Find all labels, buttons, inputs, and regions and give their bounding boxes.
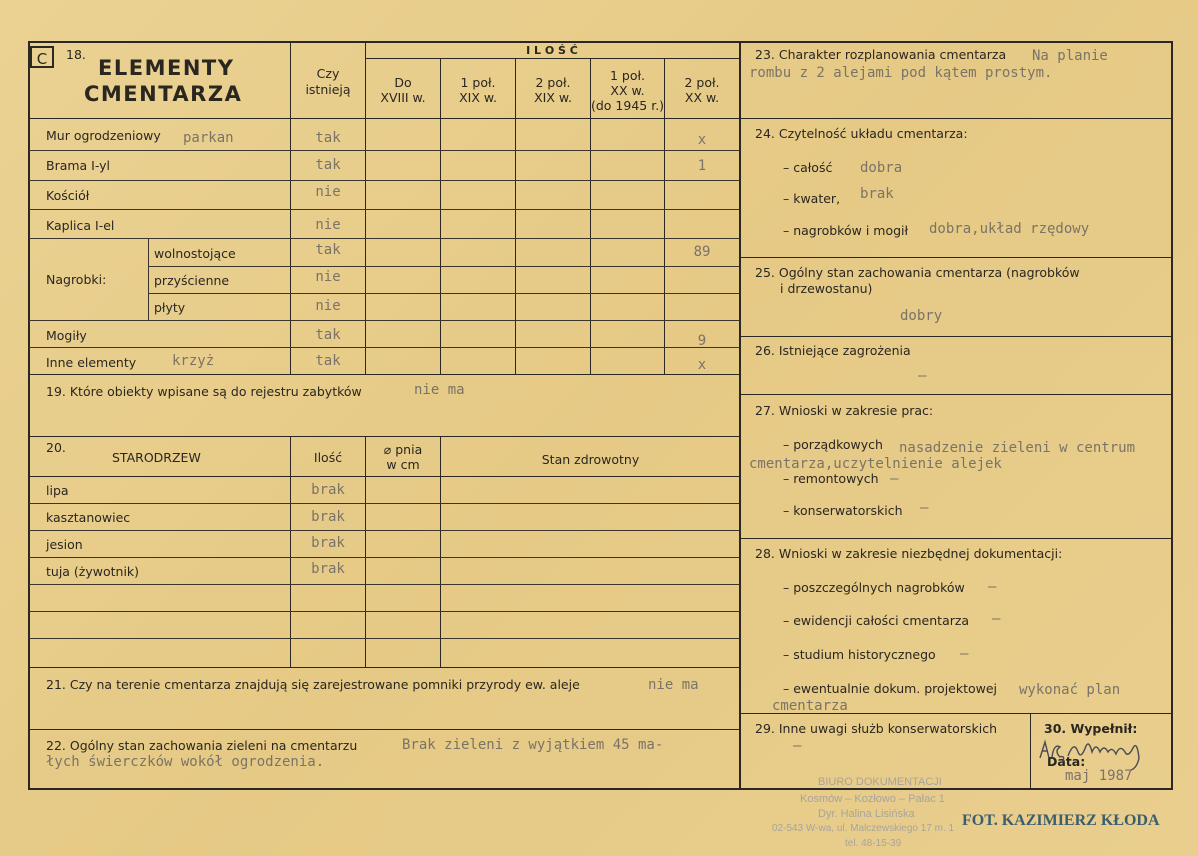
q28-d-value-1: wykonać plan (1019, 682, 1121, 698)
row-wall-note: parkan (183, 130, 234, 146)
q24-calosc-value: dobra (860, 160, 903, 176)
row-chapel-exists: nie (315, 217, 341, 233)
q28-d-value-2: cmentarza (772, 698, 848, 714)
row-wallmount-label: przyścienne (154, 273, 230, 288)
q28-b-value: – (992, 611, 1001, 627)
period-1b: XVIII w. (380, 90, 426, 105)
row-other-exists: tak (315, 353, 341, 369)
q23-label: 23. Charakter rozplanowania cmentarza (755, 47, 1007, 62)
section-title-1: ELEMENTY (98, 56, 235, 80)
row-free-exists: tak (315, 242, 341, 258)
period-2b: XIX w. (459, 90, 497, 105)
row-gate-label: Brama I-yl (46, 158, 111, 173)
row-graves-exists: tak (315, 327, 341, 343)
q30-date-label: Data: (1047, 754, 1086, 769)
row-chapel-label: Kaplica I-el (46, 218, 115, 233)
row-graves-qty: 9 (697, 333, 707, 349)
row-wall-exists: tak (315, 130, 341, 146)
q22-value-1: Brak zieleni z wyjątkiem 45 ma- (402, 737, 664, 753)
row-other-note: krzyż (172, 353, 215, 369)
row-slabs-label: płyty (154, 300, 186, 315)
q24-kwater: – kwater, (783, 191, 841, 206)
row-church-exists: nie (315, 184, 341, 200)
period-4c: (do 1945 r.) (591, 98, 665, 113)
q20-col-qty: Ilość (313, 450, 343, 465)
q30-label: 30. Wypełnił: (1044, 721, 1138, 736)
q24-kwater-value: brak (860, 186, 894, 202)
qty-header: I L O Ś Ć (526, 44, 578, 57)
stamp-line-4: 02-543 W-wa, ul. Malczewskiego 17 m. 1 (772, 823, 955, 834)
exists-header-2: istnieją (305, 82, 351, 97)
stamp-line-2: Kosmów – Kozłowo – Pałac 1 (800, 793, 945, 805)
q27-kons: – konserwatorskich (783, 503, 903, 518)
q29-value: – (793, 738, 802, 754)
q20-title: STARODRZEW (112, 450, 201, 465)
tree-4-name: tuja (żywotnik) (46, 564, 140, 579)
q27-porz-value-1: nasadzenie zieleni w centrum (899, 440, 1136, 456)
q26-value: – (918, 368, 927, 384)
q23-value-2: rombu z 2 alejami pod kątem prostym. (749, 65, 1053, 81)
period-3a: 2 poł. (535, 75, 571, 90)
period-4a: 1 poł. (609, 68, 646, 83)
q20-col-health: Stan zdrowotny (541, 452, 640, 467)
period-3b: XIX w. (534, 90, 572, 105)
row-slabs-exists: nie (315, 298, 341, 314)
q28-d: – ewentualnie dokum. projektowej (783, 681, 998, 696)
q22-label: 22. Ogólny stan zachowania zieleni na cmentarzu (46, 738, 358, 753)
q24-nagrobkow-value: dobra,układ rzędowy (929, 221, 1090, 237)
tree-3-name: jesion (46, 537, 83, 552)
q24-nagrobkow: – nagrobków i mogił (783, 223, 909, 238)
q20-col-diam-1: ⌀ pnia (383, 442, 423, 457)
q25-label-2: i drzewostanu) (780, 281, 873, 296)
q22-value-2: łych świerczków wokół ogrodzenia. (46, 754, 325, 770)
tree-1-name: lipa (46, 483, 69, 498)
q29-label: 29. Inne uwagi służb konserwatorskich (755, 721, 997, 736)
q20-col-diam-2: w cm (386, 457, 420, 472)
section-letter: C (30, 46, 54, 68)
q25-value: dobry (900, 308, 943, 324)
section-number: 18. (66, 47, 86, 62)
q28-a: – poszczególnych nagrobków (783, 580, 965, 595)
q27-kons-value: – (920, 500, 929, 516)
stamp-line-5: tel. 48-15-39 (845, 838, 902, 849)
stamp-line-1: BIURO DOKUMENTACJI (818, 776, 942, 788)
row-wallmount-exists: nie (315, 269, 341, 285)
row-wall-qty: x (697, 132, 707, 148)
period-5a: 2 poł. (684, 75, 720, 90)
nagrobki-label: Nagrobki: (46, 272, 107, 287)
q19-value: nie ma (414, 382, 465, 398)
period-5b: XX w. (684, 90, 720, 105)
q28-label: 28. Wnioski w zakresie niezbędnej dokumentacji: (755, 546, 1063, 561)
stamp-line-3: Dyr. Halina Lisińska (818, 808, 915, 820)
q27-rem-value: – (890, 471, 899, 487)
row-gate-qty: 1 (697, 158, 707, 174)
q28-c: – studium historycznego (783, 647, 936, 662)
q27-rem: – remontowych (783, 471, 879, 486)
row-church-label: Kościół (46, 188, 90, 203)
row-wall-label: Mur ogrodzeniowy (46, 128, 161, 143)
row-free-qty: 89 (693, 244, 711, 260)
period-2a: 1 poł. (460, 75, 496, 90)
q27-porz-value-2: cmentarza,uczytelnienie alejek (749, 456, 1002, 472)
q24-label: 24. Czytelność układu cmentarza: (755, 126, 968, 141)
signature (1036, 732, 1162, 776)
q21-value: nie ma (648, 677, 699, 693)
q21-label: 21. Czy na terenie cmentarza znajdują się zarejestrowane pomniki przyrody ew. aleje (46, 677, 580, 692)
photo-credit: FOT. KAZIMIERZ KŁODA (962, 812, 1160, 829)
exists-header-1: Czy (316, 66, 340, 81)
q27-porz: – porządkowych (783, 437, 883, 452)
q28-c-value: – (960, 646, 969, 662)
tree-1-qty: brak (311, 482, 345, 498)
q23-value-1: Na planie (1032, 48, 1108, 64)
q26-label: 26. Istniejące zagrożenia (755, 343, 911, 358)
tree-3-qty: brak (311, 535, 345, 551)
q24-calosc: – całość (783, 160, 833, 175)
section-title-2: CMENTARZA (84, 82, 243, 106)
q19-label: 19. Które obiekty wpisane są do rejestru zabytków (46, 384, 362, 399)
tree-2-qty: brak (311, 509, 345, 525)
q28-a-value: – (988, 579, 997, 595)
row-graves-label: Mogiły (46, 328, 87, 343)
q25-label-1: 25. Ogólny stan zachowania cmentarza (nagrobków (755, 265, 1080, 280)
period-4b: XX w. (610, 83, 645, 98)
q28-b: – ewidencji całości cmentarza (783, 613, 970, 628)
row-gate-exists: tak (315, 157, 341, 173)
period-1a: Do (394, 75, 412, 90)
row-other-label: Inne elementy (46, 355, 137, 370)
row-free-label: wolnostojące (154, 246, 236, 261)
q30-date-value: maj 1987 (1065, 768, 1133, 784)
q27-label: 27. Wnioski w zakresie prac: (755, 403, 934, 418)
tree-4-qty: brak (311, 561, 345, 577)
tree-2-name: kasztanowiec (46, 510, 131, 525)
row-other-qty: x (697, 357, 707, 373)
q20-number: 20. (46, 440, 66, 455)
